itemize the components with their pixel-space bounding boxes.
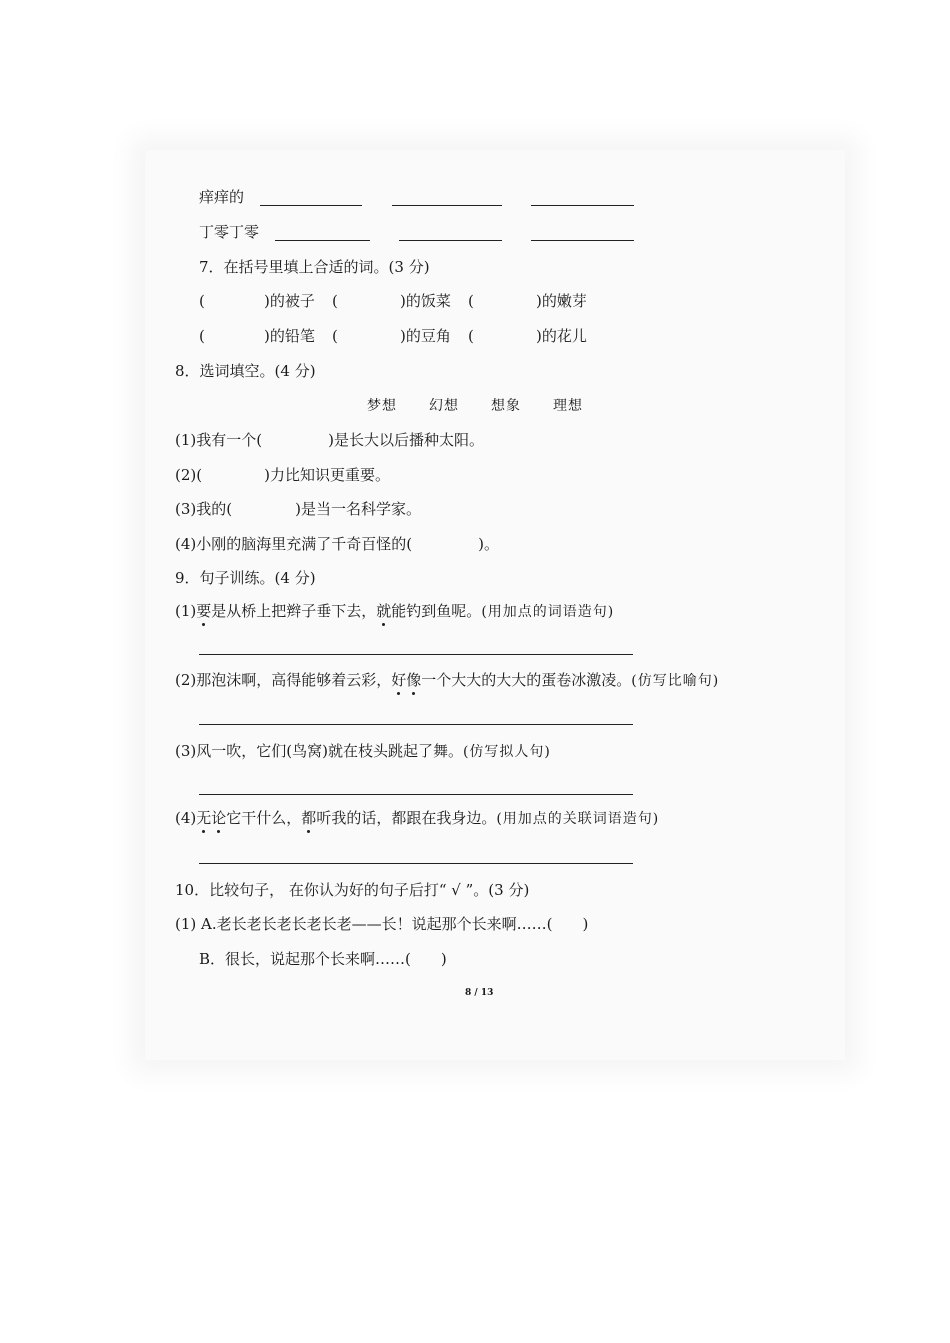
page-number: 8 / 13 xyxy=(465,988,494,998)
q6-row1-label: 痒痒的 xyxy=(199,188,245,206)
word-option: 梦想 xyxy=(367,398,397,414)
q7-row1 xyxy=(199,291,587,311)
instruction-note: (用加点的关联词语造句) xyxy=(496,811,660,827)
q8-item-text: )是长大以后播种太阳。 xyxy=(328,431,484,449)
q8-item-text: (4)小刚的脑海里充满了千奇百怪的( xyxy=(175,535,413,553)
q10-option-b: B．很长，说起那个长来啊……( ) xyxy=(199,950,447,968)
dotted-char: 无 xyxy=(196,809,212,827)
sentence-text: 它干什么， xyxy=(226,809,302,827)
q7-r2-text: )的豆角 xyxy=(400,327,451,345)
q10-option-a: (1) A.老长老长老长老长老——长！说起那个长来啊……( ) xyxy=(175,915,589,933)
sentence-text: (1) xyxy=(175,602,197,620)
q8-item-text: (2)( xyxy=(175,466,203,484)
q9-sentence-4 xyxy=(175,808,659,829)
answer-blank[interactable] xyxy=(275,240,370,241)
sentence-text: (2)那泡沫啊，高得能够着云彩， xyxy=(175,671,392,689)
answer-line[interactable] xyxy=(199,724,633,725)
q8-item-text: (1)我有一个( xyxy=(175,431,263,449)
q8-item-2 xyxy=(175,465,390,485)
sentence-text: (4) xyxy=(175,809,197,827)
q7-r1-text: )的嫩芽 xyxy=(536,292,587,310)
q7-r2-text: )的铅笔 xyxy=(264,327,315,345)
q8-title: 8．选词填空。(4 分) xyxy=(175,362,316,380)
sentence-text: (3)风一吹，它们(鸟窝)就在枝头跳起了舞。 xyxy=(175,742,463,760)
instruction-note: (用加点的词语造句) xyxy=(481,604,615,620)
q8-item-4 xyxy=(175,534,499,554)
q9-sentence-3 xyxy=(175,741,551,762)
word-option: 理想 xyxy=(553,398,583,414)
answer-blank[interactable] xyxy=(399,240,502,241)
answer-blank[interactable] xyxy=(531,240,634,241)
q7-r1-paren: ( xyxy=(468,292,474,310)
q7-r1-text: )的饭菜 xyxy=(400,292,451,310)
answer-line[interactable] xyxy=(199,863,633,864)
q8-word-bank xyxy=(367,396,583,416)
q8-item-text: )力比知识更重要。 xyxy=(264,466,390,484)
answer-line[interactable] xyxy=(199,794,633,795)
q7-r1-paren: ( xyxy=(332,292,338,310)
dotted-char: 就 xyxy=(376,602,392,620)
q7-r2-paren: ( xyxy=(199,327,205,345)
dotted-char: 好 xyxy=(391,671,407,689)
sentence-text: 一个大大的大大的蛋卷冰激凌。 xyxy=(421,671,632,689)
q8-item-1 xyxy=(175,430,484,450)
dotted-char: 像 xyxy=(406,671,422,689)
q7-r2-text: )的花儿 xyxy=(536,327,587,345)
q9-title: 9．句子训练。(4 分) xyxy=(175,569,316,587)
q10-title: 10．比较句子， 在你认为好的句子后打“ √ ”。(3 分) xyxy=(175,881,530,899)
q7-r1-text: )的被子 xyxy=(264,292,315,310)
q6-row2-label: 丁零丁零 xyxy=(199,223,260,241)
q7-r2-paren: ( xyxy=(332,327,338,345)
answer-blank[interactable] xyxy=(260,205,362,206)
sentence-text: 是从桥上把辫子垂下去， xyxy=(211,602,377,620)
instruction-note: (仿写拟人句) xyxy=(462,744,551,760)
q8-item-text: )是当一名科学家。 xyxy=(295,500,421,518)
q7-title: 7．在括号里填上合适的词。(3 分) xyxy=(199,258,430,276)
dotted-char: 都 xyxy=(301,809,317,827)
answer-line[interactable] xyxy=(199,654,633,655)
q7-r2-paren: ( xyxy=(468,327,474,345)
q8-item-text: (3)我的( xyxy=(175,500,233,518)
q9-sentence-2 xyxy=(175,670,719,691)
q7-r1-paren: ( xyxy=(199,292,205,310)
q7-row2 xyxy=(199,326,587,346)
dotted-char: 要 xyxy=(196,602,212,620)
word-option: 想象 xyxy=(491,398,521,414)
sentence-text: 能钓到鱼呢。 xyxy=(391,602,482,620)
q8-item-3 xyxy=(175,499,421,519)
answer-blank[interactable] xyxy=(392,205,502,206)
word-option: 幻想 xyxy=(429,398,459,414)
q8-item-text: )。 xyxy=(478,535,499,553)
answer-blank[interactable] xyxy=(531,205,634,206)
sentence-text: 听我的话，都跟在我身边。 xyxy=(316,809,497,827)
dotted-char: 论 xyxy=(211,809,227,827)
instruction-note: (仿写比喻句) xyxy=(631,673,720,689)
q9-sentence-1 xyxy=(175,601,614,622)
